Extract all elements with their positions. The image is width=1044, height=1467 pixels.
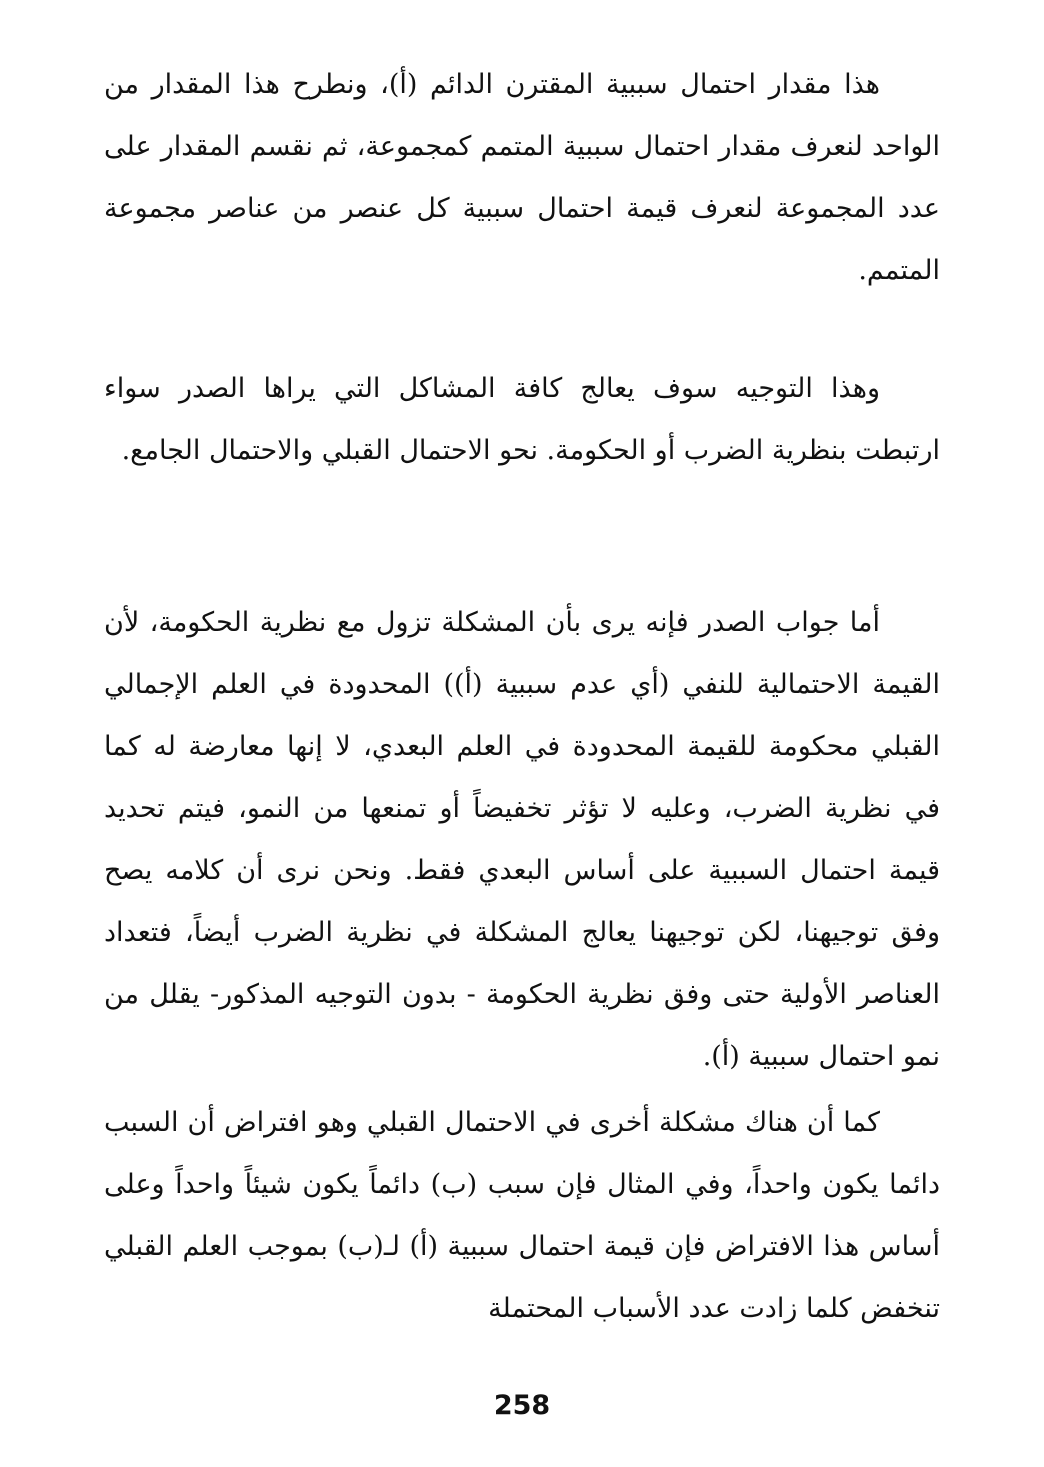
paragraph-4: كما أن هناك مشكلة أخرى في الاحتمال القبلي وهو افتراض أن السبب دائما يكون واحداً، وفي المثال فإن سبب (ب) دائماً يكون شيئاً واحداً وعلى أساس هذا الافتراض فإن قيمة احتمال سببية (أ) لـ(ب) بموجب العلم القبلي تنخفض كلما زادت عدد الأسباب المحتملة (104, 1107, 940, 1324)
paragraph-1: هذا مقدار احتمال سببية المقترن الدائم (أ)، ونطرح هذا المقدار من الواحد لنعرف مقدار احتمال سببية المتمم كمجموعة، ثم نقسم المقدار على عدد المجموعة لنعرف قيمة احتمال سببية كل عنصر من عناصر مجموعة المتمم. (104, 69, 940, 286)
page-number: 258 (493, 1390, 551, 1421)
paragraph-2: وهذا التوجيه سوف يعالج كافة المشاكل التي يراها الصدر سواء ارتبطت بنظرية الضرب أو الحكومة. نحو الاحتمال القبلي والاحتمال الجامع. (104, 373, 940, 466)
paragraph-3: أما جواب الصدر فإنه يرى بأن المشكلة تزول مع نظرية الحكومة، لأن القيمة الاحتمالية للنفي (أي عدم سببية (أ)) المحدودة في العلم الإجمالي القبلي محكومة للقيمة المحدودة في العلم البعدي، لا إنها معارضة له كما في نظرية الضرب، وعليه لا تؤثر تخفيضاً أو تمنعها من النمو، فيتم تحديد قيمة احتمال السببية على أساس البعدي فقط. ونحن نرى أن كلامه يصح وفق توجيهنا، لكن توجيهنا يعالج المشكلة في نظرية الضرب أيضاً، فتعداد العناصر الأولية حتى وفق نظرية الحكومة - بدون التوجيه المذكور- يقلل من نمو احتمال سببية (أ). (104, 607, 940, 1072)
